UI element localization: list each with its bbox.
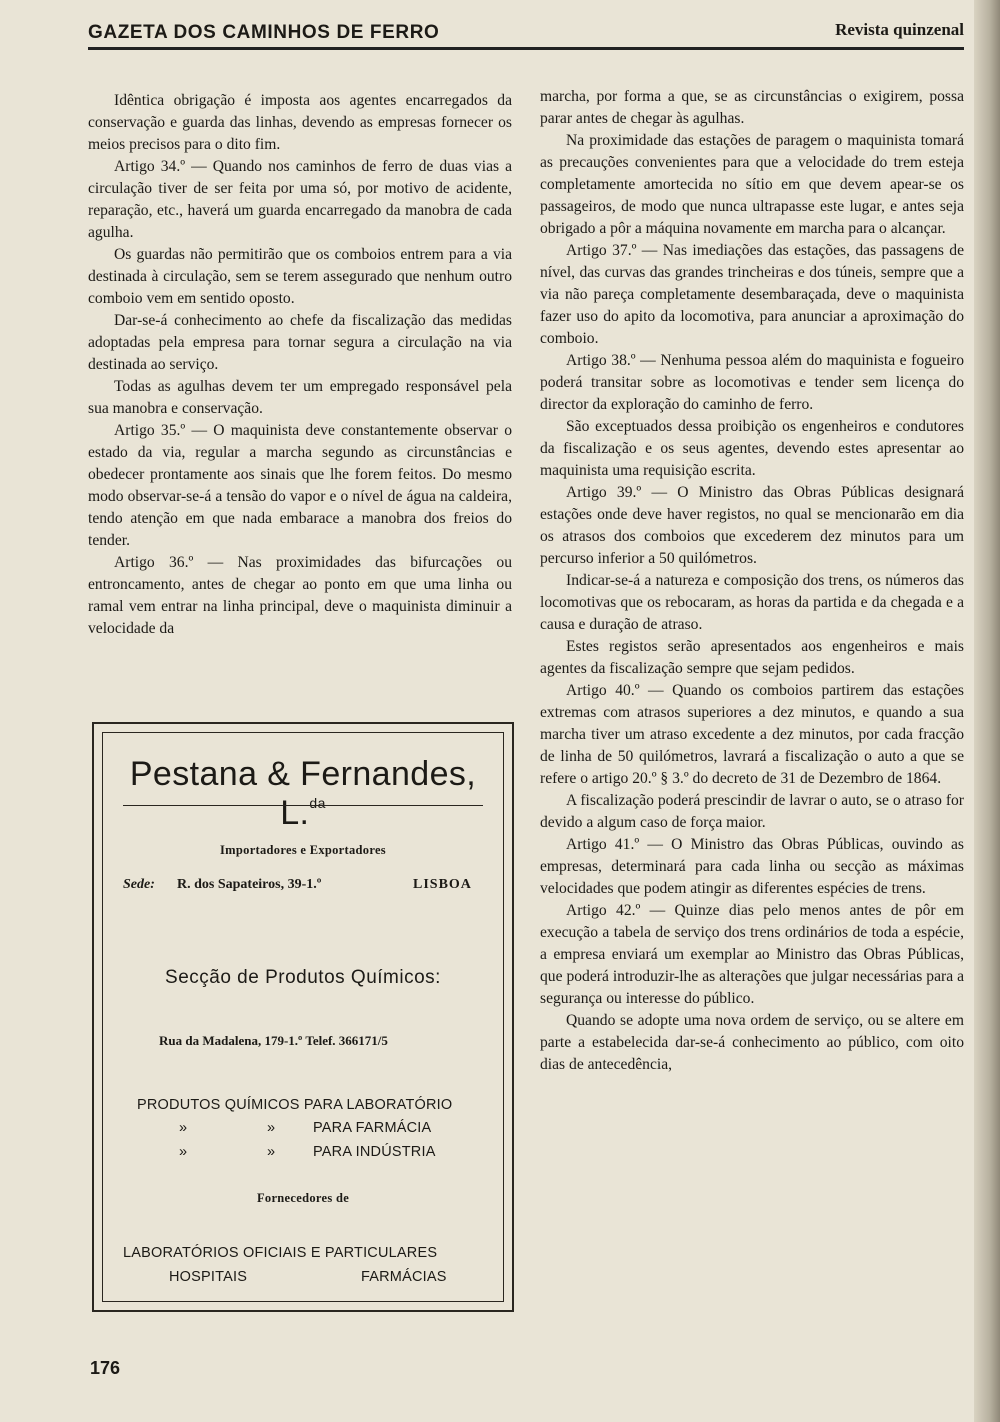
paragraph: Artigo 38.º — Nenhuma pessoa além do maquinista e fogueiro poderá transitar sobre as locomotivas e tender sem licença do director da exploração do caminho de ferro. <box>540 352 964 413</box>
ad-ditto-mark: » <box>179 1120 188 1136</box>
page-edge-shadow <box>974 0 1000 1422</box>
paragraph: Na proximidade das estações de paragem o maquinista tomará as precauções convenientes para que a velocidade do trem esteja completamente amortecida no sítio em que devem apear-se os passageiros, de modo que nunca ultrapasse este lugar, e antes seja obrigado a pôr a máquina novamente em marcha para o alcançar. <box>540 132 964 237</box>
ad-section-title: Secção de Produtos Químicos: <box>165 967 441 988</box>
left-column <box>88 90 512 640</box>
issue-type: Revista quinzenal <box>835 20 964 39</box>
ad-products-line3: PARA INDÚSTRIA <box>313 1144 436 1160</box>
paragraph: Artigo 42.º — Quinze dias pelo menos antes de pôr em execução a tabela de serviço dos trens ordinários de toda a espécie, a empresa enviará um exemplar ao Ministro das Obras Públicas, que poderá introduzir-lhe as alterações que julgar necessárias para a segurança ou interesse do público. <box>540 902 964 1007</box>
paragraph: Artigo 37.º — Nas imediações das estações, das passagens de nível, das curvas das grandes trincheiras e dos túneis, sempre que a via não pareça completamente desembaraçada, deve o maquinista fazer uso do apito da locomotiva, para anunciar a aproximação do comboio. <box>540 242 964 347</box>
ad-tagline: Importadores e Exportadores <box>220 843 386 857</box>
paragraph: Estes registos serão apresentados aos engenheiros e mais agentes da fiscalização sempre que sejam pedidos. <box>540 638 964 677</box>
ad-seat-address: R. dos Sapateiros, 39-1.º <box>177 877 322 892</box>
paragraph: Artigo 35.º — O maquinista deve constantemente observar o estado da via, regular a marcha segundo as circunstâncias e obedecer prontamente aos sinais que lhe forem feitos. Do mesmo modo observar-se-á a tensão do vapor e o nível de água na caldeira, tendo atenção em que nada embarace a manobra dos freios do tender. <box>88 422 512 549</box>
ad-suppliers-label: Fornecedores de <box>256 1191 350 1205</box>
ad-ditto-mark: » <box>267 1120 276 1136</box>
header-rule <box>88 47 964 50</box>
paragraph: A fiscalização poderá prescindir de lavrar o auto, se o atraso for devido a algum caso de força maior. <box>540 792 964 831</box>
page-header <box>88 18 964 48</box>
paragraph: Indicar-se-á a natureza e composição dos trens, os números das locomotivas que os rebocaram, as horas da partida e da chegada e a causa e duração de atraso. <box>540 572 964 633</box>
ad-city: LISBOA <box>413 877 472 892</box>
paragraph: Artigo 36.º — Nas proximidades das bifurcações ou entroncamento, antes de chegar ao ponto em que uma linha ou ramal vem entrar na linha principal, deve o maquinista diminuir a velocidade da <box>88 554 512 637</box>
right-column <box>540 86 964 1076</box>
ad-company-name <box>103 755 503 833</box>
journal-title: GAZETA DOS CAMINHOS DE FERRO <box>88 22 440 43</box>
ad-section-address: Rua da Madalena, 179-1.º Telef. 366171/5 <box>159 1033 388 1048</box>
ad-clients-hospitals: HOSPITAIS <box>169 1269 248 1285</box>
paragraph: Artigo 39.º — O Ministro das Obras Públicas designará estações onde deve haver registos, no qual se mencionarão em dia os atrasos dos comboios que excederem dez minutos para um percurso inferior a 50 quilómetros. <box>540 484 964 567</box>
paragraph: Dar-se-á conhecimento ao chefe da fiscalização das medidas adoptadas pela empresa para tornar segura a circulação na via destinada ao serviço. <box>88 312 512 373</box>
ad-seat-label: Sede: <box>123 877 155 892</box>
paragraph: Todas as agulhas devem ter um empregado responsável pela sua manobra e conservação. <box>88 378 512 417</box>
ad-clients-pharmacies: FARMÁCIAS <box>361 1269 447 1285</box>
ad-company-text: Pestana & Fernandes, L. <box>129 755 477 832</box>
ad-title-rule <box>123 805 483 806</box>
ad-products-line2: PARA FARMÁCIA <box>313 1120 432 1136</box>
advertisement-box <box>92 722 514 1312</box>
ad-ditto-mark: » <box>267 1144 276 1160</box>
ad-ditto-mark: » <box>179 1144 188 1160</box>
ad-clients-line1: LABORATÓRIOS OFICIAIS E PARTICULARES <box>123 1245 438 1261</box>
paragraph: Artigo 41.º — O Ministro das Obras Públicas, ouvindo as empresas, determinará para cada linha ou secção as máximas velocidades que podem atingir as diferentes espécies de trens. <box>540 836 964 897</box>
ad-products-line1: PRODUTOS QUÍMICOS PARA LABORATÓRIO <box>137 1097 453 1113</box>
paragraph: marcha, por forma a que, se as circunstâncias o exigirem, possa parar antes de chegar às agulhas. <box>540 88 964 127</box>
advertisement-inner-frame <box>102 732 504 1302</box>
paragraph: São exceptuados dessa proibição os engenheiros e condutores da fiscalização e os seus agentes, devendo estes apresentar ao maquinista uma requisição escrita. <box>540 418 964 479</box>
paragraph: Os guardas não permitirão que os comboios entrem para a via destinada à circulação, sem se terem assegurado que nenhum outro comboio vem em sentido oposto. <box>88 246 512 307</box>
page-number: 176 <box>90 1358 121 1378</box>
paragraph: Quando se adopte uma nova ordem de serviço, ou se altere em parte a estabelecida dar-se-á conhecimento ao público, com oito dias de antecedência, <box>540 1012 964 1073</box>
paragraph: Idêntica obrigação é imposta aos agentes encarregados da conservação e guarda das linhas, devendo as empresas fornecer os meios precisos para o dito fim. <box>88 92 512 153</box>
ad-company-suffix: da <box>309 795 326 811</box>
paragraph: Artigo 34.º — Quando nos caminhos de ferro de duas vias a circulação tiver de ser feita por uma só, por motivo de acidente, reparação, etc., haverá um guarda encarregado da manobra de cada agulha. <box>88 158 512 241</box>
paragraph: Artigo 40.º — Quando os comboios partirem das estações extremas com atrasos superiores a dez minutos, e quando a sua marcha tiver um atraso excedente a dez minutos, por cada fracção de linha de 50 quilómetros, lavrará a fiscalização o auto a que se refere o artigo 20.º § 3.º do decreto de 31 de Dezembro de 1864. <box>540 682 964 787</box>
